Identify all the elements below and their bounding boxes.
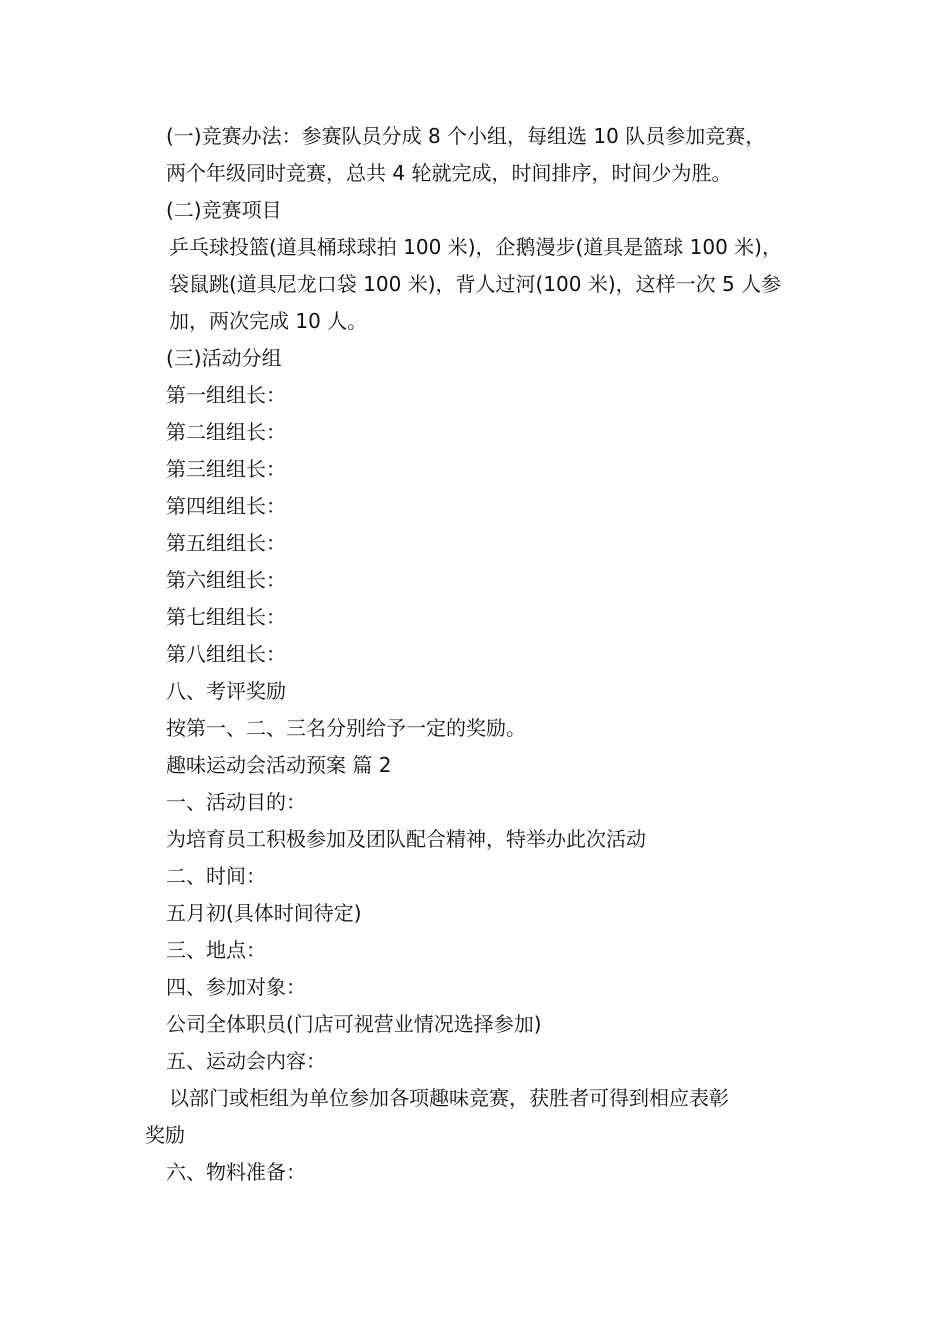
- text-line: 第四组组长：: [166, 494, 286, 518]
- group-leader-3: [145, 451, 835, 488]
- paragraph-time: [145, 895, 835, 932]
- section-title-plan-2: [145, 747, 835, 784]
- text-line: (一)竞赛办法：参赛队员分成 8 个小组，每组选 10 队员参加竞赛，: [166, 124, 766, 148]
- text-line: 六、物料准备：: [166, 1160, 306, 1184]
- text-line: 二、时间：: [166, 864, 266, 888]
- heading-sports-content: [145, 1043, 835, 1080]
- text-line: 按第一、二、三名分别给予一定的奖励。: [166, 716, 526, 740]
- heading-evaluation-rewards: [145, 673, 835, 710]
- paragraph-participants: [145, 1006, 835, 1043]
- text-line: 第七组组长：: [166, 605, 286, 629]
- group-leader-1: [145, 377, 835, 414]
- text-line: 公司全体职员(门店可视营业情况选择参加): [166, 1012, 542, 1036]
- text-line: 两个年级同时竞赛，总共 4 轮就完成，时间排序，时间少为胜。: [166, 161, 732, 185]
- text-line: (二)竞赛项目: [166, 198, 282, 222]
- text-line: 以部门或柜组为单位参加各项趣味竞赛，获胜者可得到相应表彰: [169, 1086, 729, 1110]
- text-line: 第六组组长：: [166, 568, 286, 592]
- text-line: 为培育员工积极参加及团队配合精神，特举办此次活动: [166, 827, 646, 851]
- text-line: 奖励: [145, 1123, 185, 1147]
- group-leader-5: [145, 525, 835, 562]
- document-body: [145, 118, 835, 1191]
- heading-time: [145, 858, 835, 895]
- paragraph-competition-items: [145, 229, 835, 340]
- paragraph-sports-content: [145, 1080, 835, 1154]
- heading-location: [145, 932, 835, 969]
- heading-activity-purpose: [145, 784, 835, 821]
- group-leader-8: [145, 636, 835, 673]
- text-line: 三、地点：: [166, 938, 266, 962]
- heading-competition-items: [145, 192, 835, 229]
- text-line: 第二组组长：: [166, 420, 286, 444]
- text-line: 五、运动会内容：: [166, 1049, 326, 1073]
- group-leader-2: [145, 414, 835, 451]
- group-leader-4: [145, 488, 835, 525]
- text-line: 第五组组长：: [166, 531, 286, 555]
- text-line: 加，两次完成 10 人。: [169, 309, 368, 333]
- group-leader-6: [145, 562, 835, 599]
- text-line: 五月初(具体时间待定): [166, 901, 362, 925]
- text-line: (三)活动分组: [166, 346, 282, 370]
- heading-participants: [145, 969, 835, 1006]
- heading-materials: [145, 1154, 835, 1191]
- text-line: 四、参加对象：: [166, 975, 306, 999]
- paragraph-competition-method: [145, 118, 835, 192]
- group-leader-7: [145, 599, 835, 636]
- text-line: 八、考评奖励: [166, 679, 286, 703]
- text-line: 趣味运动会活动预案 篇 2: [166, 753, 392, 777]
- text-line: 第三组组长：: [166, 457, 286, 481]
- text-line: 一、活动目的：: [166, 790, 306, 814]
- text-line: 第一组组长：: [166, 383, 286, 407]
- paragraph-rewards: [145, 710, 835, 747]
- paragraph-activity-purpose: [145, 821, 835, 858]
- text-line: 第八组组长：: [166, 642, 286, 666]
- heading-activity-groups: [145, 340, 835, 377]
- text-line: 袋鼠跳(道具尼龙口袋 100 米)，背人过河(100 米)，这样一次 5 人参: [169, 272, 782, 296]
- text-line: 乒乓球投篮(道具桶球球拍 100 米)，企鹅漫步(道具是篮球 100 米)，: [169, 235, 782, 259]
